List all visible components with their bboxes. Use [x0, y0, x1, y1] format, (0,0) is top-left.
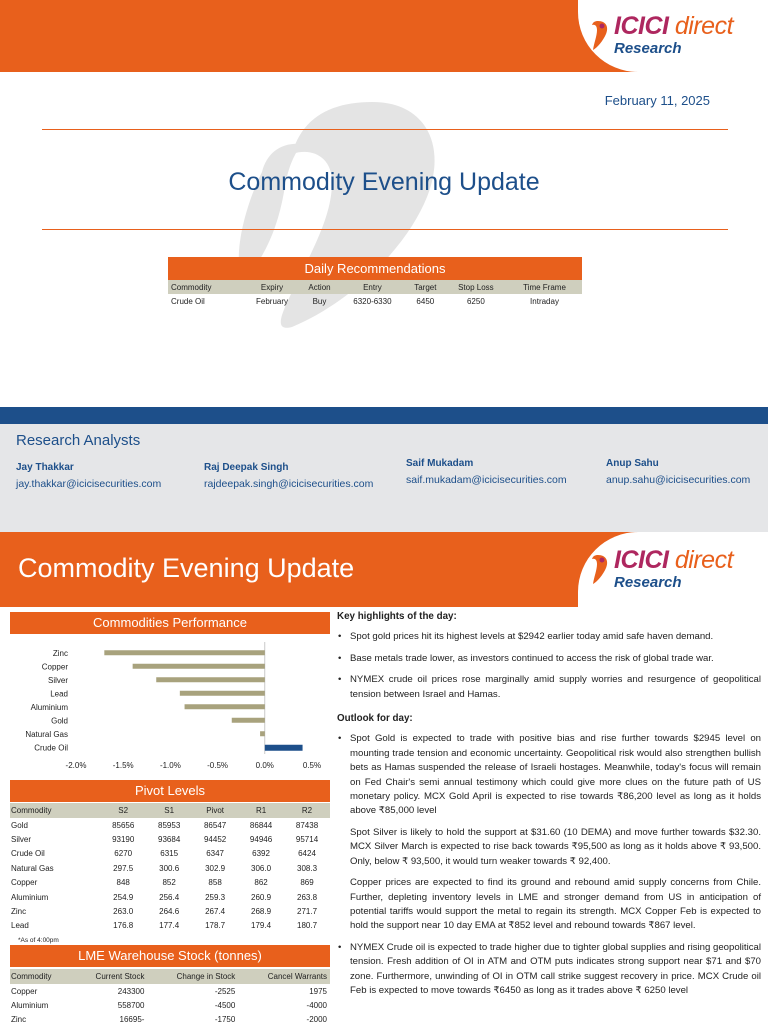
table-cell: 177.4	[159, 921, 180, 931]
table-row	[10, 998, 330, 1012]
table-cell: 6424	[298, 849, 316, 859]
table-cell: Silver	[11, 835, 32, 845]
column-header: Pivot	[192, 803, 238, 818]
divider	[42, 229, 728, 230]
research-analysts	[0, 424, 768, 532]
reco-header: Entry	[339, 280, 406, 294]
table-cell: 263.8	[297, 892, 318, 902]
column-header: Cancel Warrants	[238, 969, 330, 984]
table-cell: 176.8	[113, 921, 134, 931]
reco-header: Expiry	[244, 280, 300, 294]
table-cell: 260.9	[251, 892, 272, 902]
column-header: R1	[238, 803, 284, 818]
table-cell: 308.3	[297, 863, 318, 873]
table-cell: 271.7	[297, 907, 318, 917]
reco-title: Daily Recommendations	[168, 257, 582, 280]
bar-crude-oil	[265, 745, 303, 751]
table-cell: 869	[300, 878, 314, 888]
table-cell: 95714	[295, 835, 319, 845]
table-row	[10, 818, 330, 832]
x-tick-label: -1.0%	[159, 761, 181, 770]
analyst-card	[16, 462, 161, 490]
table-row	[168, 294, 582, 309]
analyst-card	[204, 462, 373, 490]
table-cell: 558700	[117, 1001, 145, 1011]
table-cell: 86547	[203, 820, 227, 830]
reco-table	[168, 280, 582, 309]
bar-silver	[156, 677, 265, 682]
table-row	[10, 832, 330, 846]
table-cell: -1750	[214, 1015, 236, 1024]
table-cell: 6315	[160, 849, 179, 859]
commodities-performance-chart	[10, 636, 330, 776]
category-label: Copper	[41, 662, 68, 672]
column-header: S2	[100, 803, 146, 818]
category-label: Natural Gas	[25, 729, 68, 739]
table-cell: 297.5	[113, 863, 134, 873]
table-cell: -2525	[214, 986, 236, 996]
logo-mark-icon	[586, 18, 610, 52]
report-date: February 11, 2025	[604, 93, 710, 108]
table-cell: 85656	[112, 820, 135, 830]
x-tick-label: 0.0%	[255, 761, 274, 770]
x-tick-label: -0.5%	[207, 761, 229, 770]
bar-copper	[133, 664, 265, 669]
table-cell: Crude Oil	[11, 849, 45, 859]
table-row	[10, 919, 330, 933]
reco-header: Commodity	[168, 280, 244, 294]
table-cell: Lead	[11, 921, 29, 931]
table-cell: 254.9	[113, 892, 134, 902]
daily-recommendations	[168, 257, 582, 309]
table-cell: 87438	[295, 820, 319, 830]
table-cell: 6270	[114, 849, 133, 859]
column-header: Current Stock	[71, 969, 147, 984]
highlights-heading: Key highlights of the day:	[337, 611, 457, 622]
table-cell: Copper	[11, 986, 38, 996]
table-cell: Zinc	[11, 907, 27, 917]
category-label: Crude Oil	[34, 743, 68, 753]
table-row	[10, 904, 330, 918]
reco-header: Target	[406, 280, 445, 294]
outlook-list	[337, 732, 761, 818]
column-header: R2	[284, 803, 330, 818]
table-cell: -4500	[214, 1001, 236, 1011]
table-cell: 93190	[112, 835, 135, 845]
table-row	[10, 890, 330, 904]
list-item: • NYMEX crude oil prices rose marginally amid supply worries and resurgence of geopolitical tension between Israel and Hamas.	[337, 673, 761, 702]
table-cell: 6347	[206, 849, 224, 859]
reco-header: Action	[300, 280, 339, 294]
table-cell: Zinc	[11, 1015, 27, 1024]
category-label: Aluminium	[30, 702, 68, 712]
perf-title: Commodities Performance	[10, 612, 330, 634]
brand-logo: ICICI direct Research	[586, 14, 733, 56]
outlook-list	[337, 941, 761, 999]
table-cell: 300.6	[159, 863, 180, 873]
table-cell: February	[256, 297, 289, 306]
table-cell: 180.7	[297, 921, 318, 931]
category-label: Gold	[51, 716, 68, 726]
table-cell: Intraday	[530, 297, 559, 306]
table-cell: 302.9	[205, 863, 226, 873]
bar-lead	[180, 691, 265, 696]
as-of-note: *As of 4:00pm	[18, 937, 59, 944]
analyst-email-link[interactable]: anup.sahu@icicisecurities.com	[606, 474, 751, 486]
table-cell: Aluminium	[11, 1001, 49, 1011]
table-cell: 243300	[117, 986, 145, 996]
table-cell: 16695-	[119, 1015, 145, 1024]
x-tick-label: 0.5%	[302, 761, 322, 770]
bar-natural-gas	[260, 731, 265, 736]
table-cell: 93684	[158, 835, 181, 845]
analyst-email-link[interactable]: saif.mukadam@icicisecurities.com	[406, 474, 567, 486]
paragraph: Copper prices are expected to find its ground and rebound amid supply concerns from Chile. Further, depleting inventory levels in LME and stronger demand from US in anticipation of potential tariffs would support the metal to regain its strength. MCX Copper Feb is expected to hold the support near 10 day EMA at ₹852 level and rebound towards ₹867 level.	[350, 877, 761, 932]
reco-header: Time Frame	[507, 280, 582, 294]
analysts-heading: Research Analysts	[16, 432, 141, 449]
column-header: Change in Stock	[147, 969, 238, 984]
x-tick-label: -1.5%	[112, 761, 134, 770]
table-cell: 86844	[249, 820, 273, 830]
divider	[42, 129, 728, 130]
analyst-name: Raj Deepak Singh	[204, 462, 289, 473]
pivot-table	[10, 803, 330, 933]
category-label: Silver	[47, 675, 68, 685]
bar-zinc	[104, 650, 264, 655]
table-row	[10, 847, 330, 861]
table-row	[10, 1013, 330, 1024]
x-tick-label: -2.0%	[65, 761, 87, 770]
table-cell: -2000	[306, 1015, 327, 1024]
list-item: • Spot Gold is expected to trade with positive bias and rise further towards $2945 level on mounting trade tension and economic uncertainty. Geopolitical risk would also strengthen bullish bets as Hamas suspended the release of Israeli hostages. Meanwhile, today's focus will remain on Fed Chair's semi annual testimony which could give more clues on the future path of US monetary policy. MCX Gold April is expected to rise towards ₹86,200 level as long as it holds above ₹85,000 level	[337, 732, 761, 818]
table-cell: 858	[208, 878, 222, 888]
bar-aluminium	[185, 704, 265, 709]
table-cell: -4000	[306, 1001, 327, 1011]
table-cell: 94452	[203, 835, 227, 845]
reco-header: Stop Loss	[445, 280, 507, 294]
table-cell: Buy	[312, 297, 327, 306]
analyst-email-link[interactable]: jay.thakkar@icicisecurities.com	[16, 478, 162, 490]
column-header: Commodity	[10, 803, 100, 818]
paragraph: Spot Silver is likely to hold the support at $31.60 (10 DEMA) and move further towards $32.30. MCX Silver March is expected to rise back towards ₹95,500 as long as it holds above ₹ 93,500. Only, below ₹ 93,500, it would turn weaker towards ₹ 92,400.	[350, 826, 761, 867]
analysts-divider-band	[0, 407, 768, 424]
table-cell: 85953	[158, 820, 181, 830]
table-cell: 179.4	[251, 921, 272, 931]
table-cell: 862	[254, 878, 268, 888]
analyst-name: Anup Sahu	[606, 458, 659, 469]
table-cell: Copper	[11, 878, 38, 888]
commentary	[337, 610, 761, 1005]
lme-table	[10, 969, 330, 1024]
table-cell: 256.4	[159, 892, 180, 902]
table-cell: 1975	[309, 986, 327, 996]
table-cell: 848	[116, 878, 130, 888]
column-header: S1	[146, 803, 192, 818]
page-title: Commodity Evening Update	[228, 168, 540, 196]
page2-title: Commodity Evening Update	[18, 553, 355, 583]
table-cell: Aluminium	[11, 892, 49, 902]
table-cell: 267.4	[205, 907, 226, 917]
list-item: • Spot gold prices hit its highest levels at $2942 earlier today amid safe haven demand.	[337, 630, 761, 644]
outlook-heading: Outlook for day:	[337, 713, 413, 725]
logo-area	[578, 532, 768, 607]
table-cell: 306.0	[251, 863, 272, 873]
table-cell: 6250	[466, 297, 485, 306]
list-item: • Base metals trade lower, as investors continued to access the risk of global trade war.	[337, 652, 761, 666]
analyst-name: Jay Thakkar	[16, 462, 74, 473]
table-cell: Natural Gas	[11, 863, 54, 873]
performance-chart-svg	[10, 636, 330, 776]
column-header: Commodity	[10, 969, 71, 984]
table-cell: 94946	[249, 835, 273, 845]
category-label: Zinc	[52, 648, 68, 658]
table-cell: 852	[162, 878, 176, 888]
table-cell: 268.9	[251, 907, 272, 917]
category-label: Lead	[50, 689, 68, 699]
table-cell: 6320-6330	[353, 297, 392, 306]
table-cell: Gold	[11, 820, 28, 830]
analyst-card	[406, 458, 567, 486]
table-cell: 259.3	[205, 892, 226, 902]
table-cell: 264.6	[159, 907, 180, 917]
lme-title: LME Warehouse Stock (tonnes)	[10, 945, 330, 967]
brand-logo: ICICI direct Research	[586, 548, 733, 590]
table-row	[10, 984, 330, 998]
table-cell: 6450	[416, 297, 435, 306]
highlights-list	[337, 630, 761, 702]
list-item: • NYMEX Crude oil is expected to trade higher due to tighter global supplies and rising geopolitical tension. Fresh addition of OI in ATM and OTM puts indicates strong support near $71 and $70 zone. Furthermore, unwinding of OI in OTM call strike suggest recovery in price. MCX Crude oil Feb is expected to move towards ₹6450 as long as it trades above ₹ 6250 level	[337, 941, 761, 999]
table-cell: 6392	[252, 849, 270, 859]
logo-area	[578, 0, 768, 72]
table-cell: 263.0	[113, 907, 134, 917]
analyst-name: Saif Mukadam	[406, 458, 474, 469]
pivot-title: Pivot Levels	[10, 780, 330, 802]
analyst-email-link[interactable]: rajdeepak.singh@icicisecurities.com	[204, 478, 374, 490]
analyst-card	[606, 458, 750, 486]
table-row	[10, 876, 330, 890]
table-row	[10, 861, 330, 875]
bar-gold	[232, 718, 265, 723]
table-cell: Crude Oil	[171, 297, 205, 306]
table-cell: 178.7	[205, 921, 226, 931]
logo-mark-icon	[586, 552, 610, 586]
